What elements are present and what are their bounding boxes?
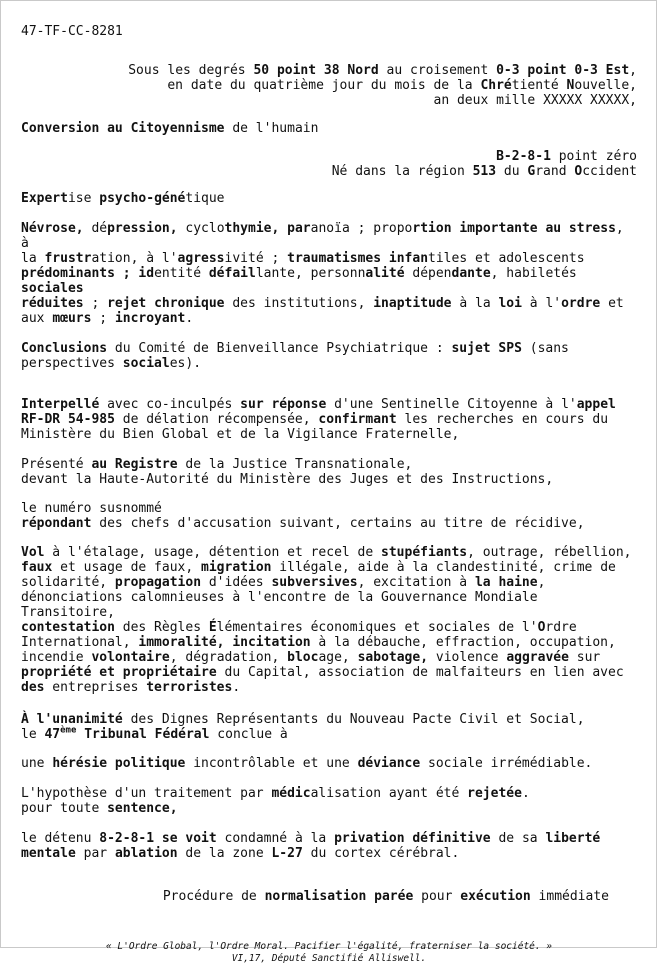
location-date-block: Sous les degrés 50 point 38 Nord au croisement 0-3 point 0-3 Est, en date du quatrième jour du mois de la Chrétienté Nouvelle, an deux mille XXXXX XXXXX, (128, 63, 637, 108)
sentence-paragraph: le détenu 8-2-8-1 se voit condamné à la privation définitive de sa liberté mentale par ablation de la zone L-27 du cortex cérébral. (21, 831, 601, 861)
psych-profile-paragraph: Névrose, dépression, cyclothymie, paranoïa ; proportion importante au stress, à la frustration, à l'agressivité ; traumatismes infantiles et adolescents prédominants ; identité défaillante, personnalité dépendante, habiletés sociales réduites ; rejet chronique des institutions, inaptitude à la loi à l'ordre et aux mœurs ; incroyant. (21, 221, 632, 326)
registry-paragraph: Présenté au Registre de la Justice Transnationale, devant la Haute-Autorité du Ministère des Juges et des Instructions, (21, 457, 554, 487)
verdict-intro-paragraph: À l'unanimité des Dignes Représentants du Nouveau Pacte Civil et Social, le 47ème Tribunal Fédéral conclue à (21, 712, 585, 742)
interpellation-paragraph: Interpellé avec co-inculpés sur réponse d'une Sentinelle Citoyenne à l'appel RF-DR 54-985 de délation récompensée, confirmant les recherches en cours du Ministère du Bien Global et de la Vigilance Fraternelle, (21, 397, 616, 442)
procedure-line: Procédure de normalisation parée pour exécution immédiate (162, 889, 609, 904)
footer-quote: « L'Ordre Global, l'Ordre Moral. Pacifier l'égalité, fraterniser la société. » VI,17, Député Sanctifié Alliswell. (105, 941, 553, 964)
conclusions-paragraph: Conclusions du Comité de Bienveillance Psychiatrique : sujet SPS (sans perspectives sociales). (21, 341, 569, 371)
verdict-line: une hérésie politique incontrôlable et une déviance sociale irrémédiable. (21, 756, 593, 771)
charges-paragraph: Vol à l'étalage, usage, détention et recel de stupéfiants, outrage, rébellion, faux et usage de faux, migration illégale, aide à la clandestinité, crime de solidarité, propagation d'idées subversives, excitation à la haine, dénonciations calomnieuses à l'encontre de la Gouvernance Mondiale Transitoire, contestation des Règles Élémentaires économiques et sociales de l'Ordre International, immoralité, incitation à la débauche, effraction, occupation, incendie volontaire, dégradation, blocage, sabotage, violence aggravée sur propriété et propriétaire du Capital, association de malfaiteurs en lien avec des entreprises terroristes. (21, 545, 632, 695)
document-reference: 47-TF-CC-8281 (21, 24, 123, 39)
hypothesis-paragraph: L'hypothèse d'un traitement par médicalisation ayant été rejetée. pour toute sentence, (21, 786, 530, 816)
charges-intro-paragraph: le numéro susnommé répondant des chefs d'accusation suivant, certains au titre de récidive, (21, 501, 585, 531)
identity-block: B-2-8-1 point zéro Né dans la région 513 du Grand Occident (331, 149, 637, 179)
conversion-line: Conversion au Citoyennisme de l'humain (21, 121, 319, 136)
expertise-title: Expertise psycho-génétique (21, 191, 225, 206)
